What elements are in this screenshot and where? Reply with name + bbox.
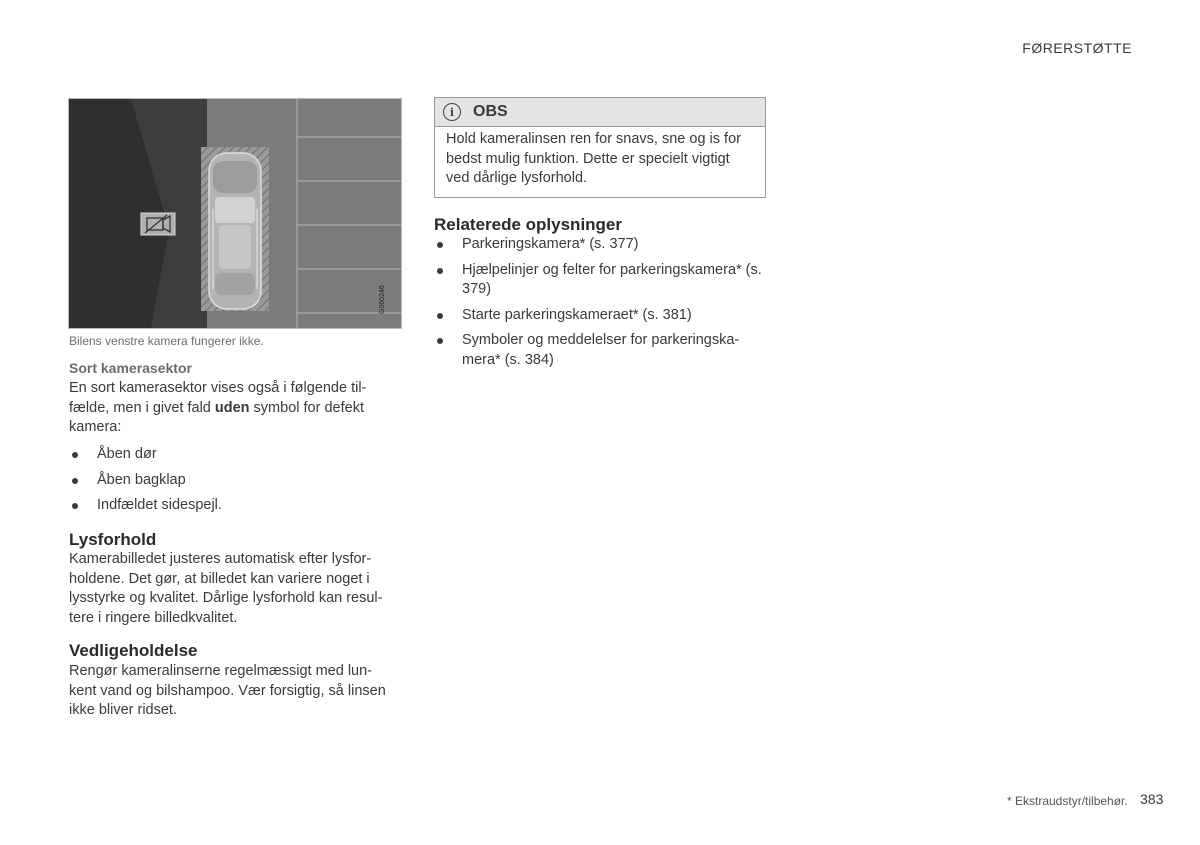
- info-icon: i: [443, 103, 461, 121]
- subheading-black-sector: Sort kamerasektor: [69, 360, 192, 376]
- obs-title: OBS: [473, 103, 508, 120]
- related-link[interactable]: Symboler og meddelelser for parkeringska-mera* (s. 384): [434, 331, 764, 370]
- related-link[interactable]: Hjælpelinjer og felter for parkeringskamera* (s. 379): [434, 261, 764, 300]
- heading-related: Relaterede oplysninger: [434, 215, 623, 234]
- list-item: Åben dør: [69, 445, 399, 465]
- heading-lysforhold: Lysforhold: [69, 530, 157, 549]
- related-list: [434, 235, 764, 370]
- paragraph-vedligeholdelse: Rengør kameralinserne regelmæssigt med lun-kent vand og bilshampoo. Vær forsigtig, så linsen ikke bliver ridset.: [69, 663, 386, 718]
- related-link[interactable]: Parkeringskamera* (s. 377): [434, 235, 764, 255]
- intro-paragraph: [69, 379, 399, 438]
- paragraph-lysforhold: Kamerabilledet justeres automatisk efter lysfor-holdene. Det gør, at billedet kan variere noget i lysstyrke og kvalitet. Dårlige lysforhold kan resul-tere i ringere billedkvalitet.: [69, 551, 383, 626]
- obs-note-box: [434, 97, 766, 198]
- obs-text: Hold kameralinsen ren for snavs, sne og is for bedst mulig funktion. Dette er specielt vigtigt ved dårlige lysforhold.: [446, 131, 741, 186]
- heading-vedligeholdelse: Vedligeholdelse: [69, 641, 198, 660]
- list-item: Indfældet sidespejl.: [69, 496, 399, 516]
- page-number: 383: [1140, 791, 1164, 807]
- related-link[interactable]: Starte parkeringskameraet* (s. 381): [434, 306, 764, 326]
- section-header: FØRERSTØTTE: [1022, 40, 1132, 56]
- list-item: Åben bagklap: [69, 471, 399, 491]
- figure-caption: Bilens venstre kamera fungerer ikke.: [69, 334, 264, 348]
- condition-list: [69, 445, 399, 516]
- figure-code: G060246: [379, 285, 386, 314]
- intro-text-end: symbol for defekt kamera:: [69, 399, 364, 435]
- camera-view-figure: [68, 98, 402, 329]
- intro-bold-word: uden: [214, 399, 250, 416]
- intro-text: En sort kamerasektor vises også i følgende til-fælde, men i givet fald: [69, 380, 367, 416]
- footnote: * Ekstraudstyr/tilbehør.: [1007, 794, 1128, 808]
- obs-header: [435, 98, 765, 127]
- camera-defect-icon: [141, 213, 175, 235]
- car-icon: [209, 153, 261, 309]
